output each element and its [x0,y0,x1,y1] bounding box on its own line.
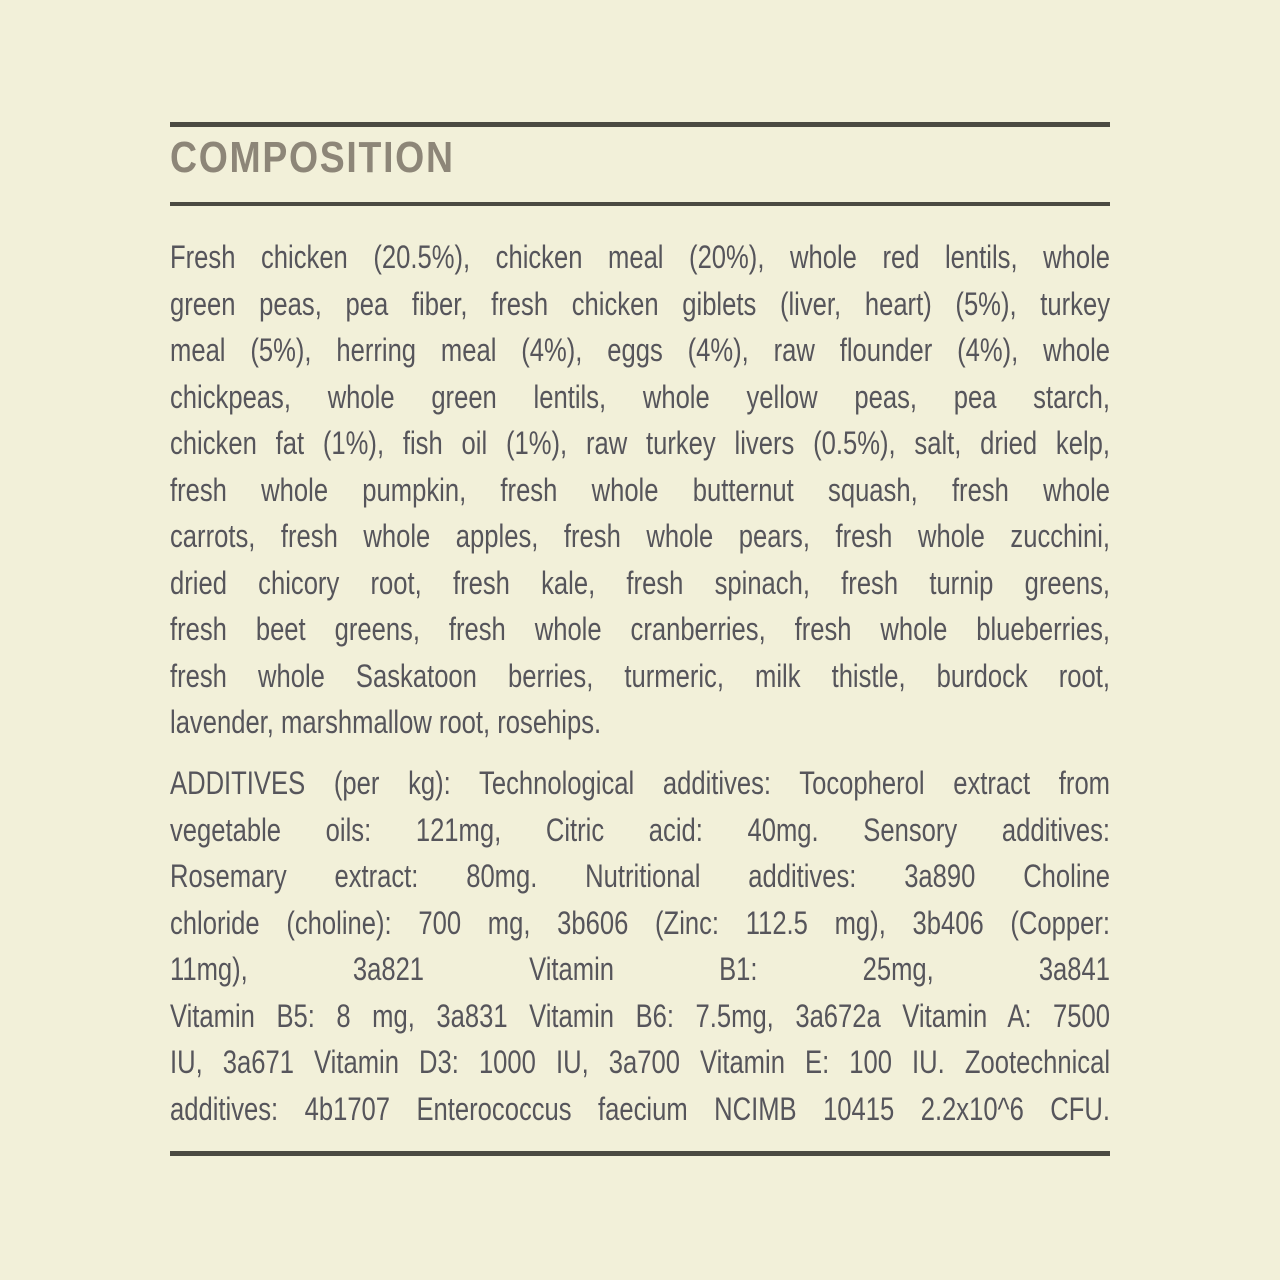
additives-line: Rosemary extract: 80mg. Nutritional additives: 3a890 Choline [170,858,1110,894]
additives-line: vegetable oils: 121mg, Citric acid: 40mg. Sensory additives: [170,811,1110,848]
section-title: COMPOSITION [170,133,455,182]
divider-top [170,122,1110,127]
additives-line: 11mg), 3a821 Vitamin B1: 25mg, 3a841 [170,951,1110,987]
composition-line: fresh whole pumpkin, fresh whole butternut squash, fresh whole [170,471,1110,508]
additives-line: chloride (choline): 700 mg, 3b606 (Zinc: 112.5 mg), 3b406 (Copper: [170,904,1110,941]
additives-line: ADDITIVES (per kg): Technological additives: Tocopherol extract from [170,765,1110,801]
composition-line: chickpeas, whole green lentils, whole yellow peas, pea starch, [170,378,1110,415]
composition-line: green peas, pea fiber, fresh chicken giblets (liver, heart) (5%), turkey [170,285,1110,322]
divider-bottom [170,1151,1110,1156]
composition-line: carrots, fresh whole apples, fresh whole pears, fresh whole zucchini, [170,518,1110,554]
additives-line: Vitamin B5: 8 mg, 3a831 Vitamin B6: 7.5mg, 3a672a Vitamin A: 7500 [170,997,1110,1034]
composition-line: chicken fat (1%), fish oil (1%), raw turkey livers (0.5%), salt, dried kelp, [170,425,1110,461]
composition-line: meal (5%), herring meal (4%), eggs (4%), raw flounder (4%), whole [170,332,1110,368]
divider-under-title [170,202,1110,206]
composition-paragraph [170,234,1110,746]
composition-line: lavender, marshmallow root, rosehips. [170,704,602,740]
composition-line: fresh whole Saskatoon berries, turmeric, milk thistle, burdock root, [170,657,1110,694]
label-content [170,0,1110,1280]
additives-line: additives: 4b1707 Enterococcus faecium NCIMB 10415 2.2x10^6 CFU. [170,1090,1110,1127]
additives-paragraph [170,760,1110,1132]
composition-line: fresh beet greens, fresh whole cranberries, fresh whole blueberries, [170,611,1110,647]
composition-line: dried chicory root, fresh kale, fresh spinach, fresh turnip greens, [170,564,1110,601]
composition-line: Fresh chicken (20.5%), chicken meal (20%), whole red lentils, whole [170,239,1110,275]
additives-line: IU, 3a671 Vitamin D3: 1000 IU, 3a700 Vitamin E: 100 IU. Zootechnical [170,1044,1110,1080]
